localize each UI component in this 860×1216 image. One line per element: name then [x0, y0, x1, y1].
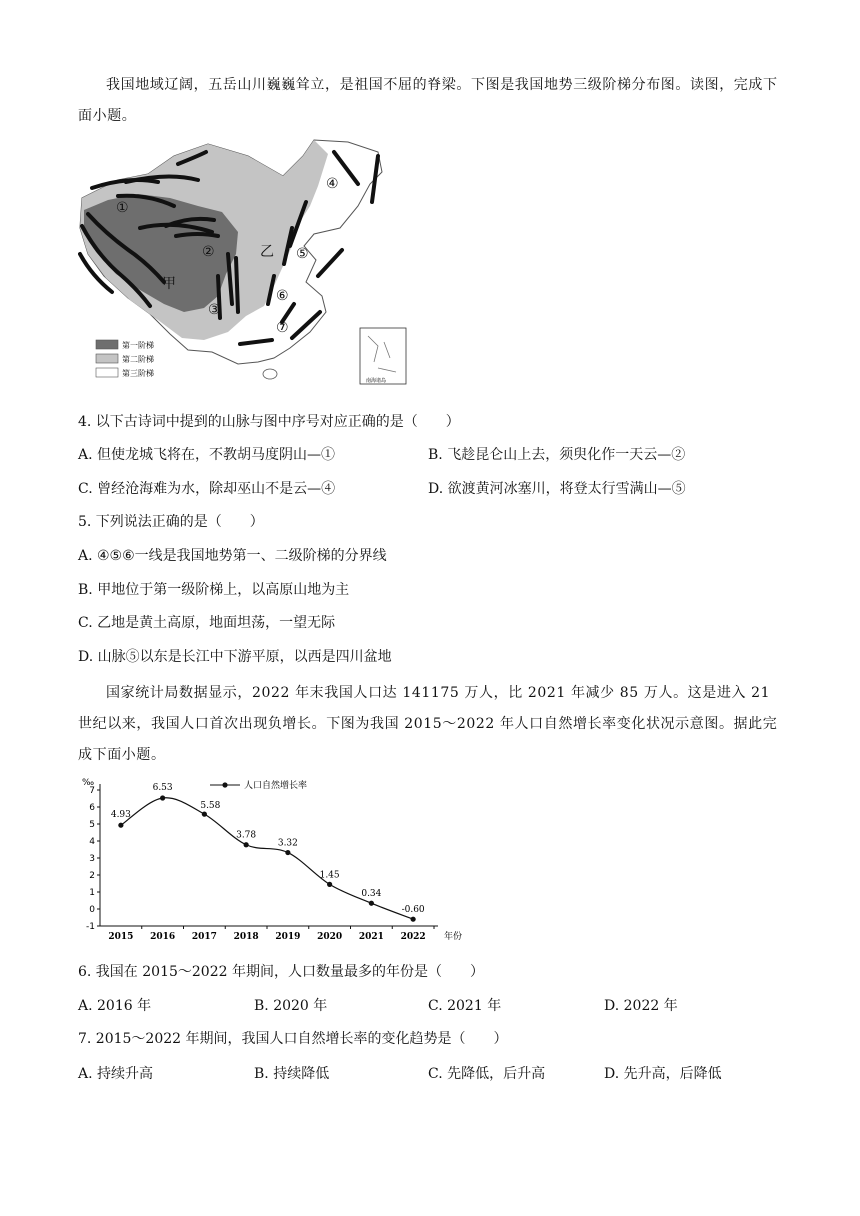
map-label-5: ⑤ [296, 246, 309, 262]
question-7-option-d: D. 先升高，后降低 [604, 1066, 722, 1082]
question-6-stem: 6. 我国在 2015～2022 年期间，人口数量最多的年份是（ ） [78, 964, 484, 980]
map-label-1: ① [116, 200, 129, 216]
legend-marker [222, 782, 227, 787]
question-7-stem: 7. 2015～2022 年期间，我国人口自然增长率的变化趋势是（ ） [78, 1031, 508, 1047]
x-tick-label: 2022 [400, 932, 426, 942]
y-tick-label: 1 [89, 888, 95, 898]
data-point [118, 823, 123, 828]
y-tick-label: 7 [89, 786, 95, 796]
question-4-option-d: D. 欲渡黄河冰塞川，将登太行雪满山—⑤ [428, 481, 686, 497]
y-tick-label: 2 [89, 871, 95, 881]
population-growth-chart [78, 776, 478, 948]
data-label: 3.32 [277, 838, 298, 849]
question-4-option-a: A. 但使龙城飞将在，不教胡马度阴山—① [78, 447, 336, 463]
question-6-option-b: B. 2020 年 [254, 998, 328, 1014]
y-tick-label: 5 [89, 820, 95, 830]
x-tick-label: 2015 [108, 932, 134, 942]
question-6-option-d: D. 2022 年 [604, 998, 678, 1014]
data-label: 5.58 [200, 801, 221, 812]
y-tick-label: 3 [89, 854, 95, 864]
x-tick-label: 2019 [275, 932, 301, 942]
data-point [411, 917, 416, 922]
question-7-option-c: C. 先降低，后升高 [428, 1066, 546, 1082]
terrain-steps-map [78, 136, 410, 388]
y-tick-label: 4 [89, 837, 95, 847]
data-point [160, 795, 165, 800]
data-point [202, 812, 207, 817]
y-tick-label: 0 [89, 905, 95, 915]
map-label-4: ④ [326, 176, 339, 192]
question-4-stem: 4. 以下古诗词中提到的山脉与图中序号对应正确的是（ ） [78, 414, 460, 430]
x-tick-label: 2017 [191, 932, 217, 942]
map-label-3: ③ [208, 302, 221, 318]
legend-step1: 第一阶梯 [122, 341, 154, 350]
question-5-stem: 5. 下列说法正确的是（ ） [78, 514, 264, 530]
x-tick-label: 2020 [317, 932, 343, 942]
y-tick-label: -1 [86, 922, 95, 932]
question-5-option-c: C. 乙地是黄土高原，地面坦荡，一望无际 [78, 615, 336, 631]
question-6-option-a: A. 2016 年 [78, 998, 152, 1014]
x-tick-label: 2018 [233, 932, 259, 942]
legend-step3: 第三阶梯 [122, 369, 154, 378]
intro-paragraph-map: 我国地域辽阔，五岳山川巍巍耸立，是祖国不屈的脊梁。下图是我国地势三级阶梯分布图。读图，完成下面小题。 [78, 77, 778, 124]
data-point [244, 842, 249, 847]
legend-step2: 第二阶梯 [122, 355, 154, 364]
question-5-option-b: B. 甲地位于第一级阶梯上，以高原山地为主 [78, 582, 350, 598]
x-axis-label: 年份 [444, 932, 463, 942]
data-point [285, 850, 290, 855]
map-label-2: ② [202, 244, 215, 260]
map-label-6: ⑥ [276, 288, 289, 304]
map-label-yi: 乙 [260, 244, 274, 260]
south-china-sea-inset [360, 328, 406, 384]
data-label: -0.60 [401, 905, 425, 916]
y-axis-unit: ‰ [82, 778, 95, 788]
map-legend [96, 340, 154, 378]
data-label: 3.78 [236, 830, 257, 841]
question-6-option-c: C. 2021 年 [428, 998, 502, 1014]
question-7-option-a: A. 持续升高 [78, 1066, 154, 1082]
question-5-option-d: D. 山脉⑤以东是长江中下游平原，以西是四川盆地 [78, 649, 392, 665]
data-label: 0.34 [361, 889, 382, 900]
data-label: 6.53 [152, 782, 173, 793]
first-step-area [84, 194, 238, 312]
question-7-option-b: B. 持续降低 [254, 1066, 330, 1082]
question-4-option-c: C. 曾经沧海难为水，除却巫山不是云—④ [78, 481, 336, 497]
intro-paragraph-population: 国家统计局数据显示，2022 年末我国人口达 141175 万人，比 2021 年减少 85 万人。这是进入 21 世纪以来，我国人口首次出现负增长。下图为我国 2015～2022 年人口自然增长率变化状况示意图。据此完成下面小题。 [78, 685, 778, 763]
question-5-option-a: A. ④⑤⑥一线是我国地势第一、二级阶梯的分界线 [78, 548, 387, 564]
x-tick-label: 2021 [358, 932, 384, 942]
map-label-jia: 甲 [162, 276, 176, 292]
legend-label: 人口自然增长率 [244, 781, 308, 791]
data-point [327, 882, 332, 887]
data-label: 4.93 [110, 810, 131, 821]
question-4-option-b: B. 飞趁昆仑山上去，须臾化作一天云—② [428, 447, 686, 463]
y-tick-label: 6 [89, 803, 95, 813]
map-label-7: ⑦ [276, 320, 289, 336]
inset-label: 南海诸岛 [366, 378, 387, 384]
series-line [121, 798, 413, 919]
x-tick-label: 2016 [150, 932, 176, 942]
data-point [369, 901, 374, 906]
data-label: 1.45 [319, 870, 340, 881]
